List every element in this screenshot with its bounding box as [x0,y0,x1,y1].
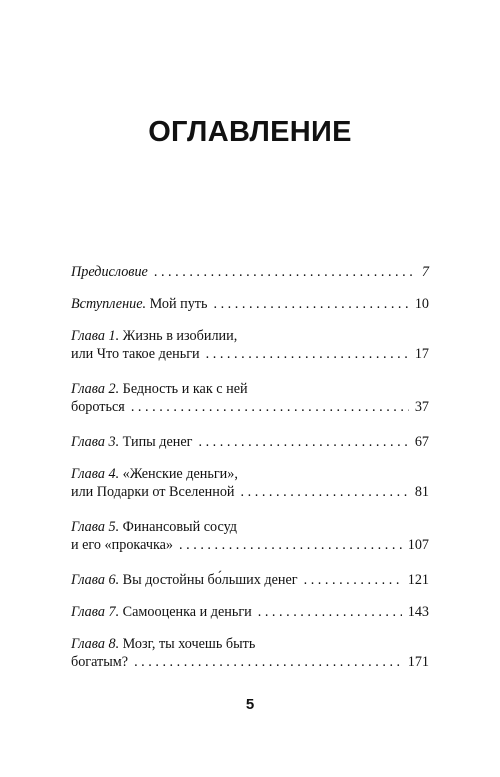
toc-entry-chapter: Глава 5. [71,519,120,535]
toc-entry-line [71,345,429,363]
toc-entry-chapter-6[interactable] [71,571,429,589]
toc-entry-line [71,536,429,554]
toc-list [71,263,429,688]
toc-entry-line [71,603,429,621]
toc-entry-title: Мозг, ты хочешь быть [119,636,256,652]
toc-entry-line [71,518,429,536]
toc-entry-title-cont: или Что такое деньги [71,346,200,362]
toc-entry-chapter-1[interactable] [71,327,429,363]
toc-entry-title: Финансовый сосуд [119,519,237,535]
dot-leader [134,653,402,671]
toc-entry-line [71,398,429,416]
dot-leader [241,483,409,501]
toc-entry-chapter-3[interactable] [71,433,429,451]
dot-leader [258,603,402,621]
toc-entry-line [71,571,429,589]
toc-entry-line [71,483,429,501]
toc-entry-page: 10 [414,296,429,312]
toc-entry-chapter: Глава 1. [71,328,120,344]
dot-leader [154,263,416,281]
toc-entry-line [71,380,429,398]
toc-entry-introduction[interactable] [71,295,429,313]
toc-entry-title: Жизнь в изобилии, [119,328,238,344]
toc-entry-line [71,635,429,653]
toc-entry-title-cont: богатым? [71,654,129,670]
dot-leader [198,433,408,451]
toc-entry-title: Самооценка и деньги [119,604,252,620]
toc-entry-page: 7 [421,264,429,280]
dot-leader [304,571,402,589]
toc-entry-title: Бедность и как с ней [119,381,248,397]
toc-entry-title: Типы денег [119,434,193,450]
toc-entry-chapter: Вступление. [71,296,147,312]
toc-heading: ОГЛАВЛЕНИЕ [148,116,352,148]
toc-entry-title-cont: бороться [71,399,125,415]
toc-entry-line [71,433,429,451]
toc-entry-chapter-4[interactable] [71,465,429,501]
toc-entry-page: 81 [414,484,429,500]
toc-entry-title-cont: или Подарки от Вселенной [71,484,235,500]
toc-entry-chapter: Глава 4. [71,466,120,482]
toc-entry-line [71,295,429,313]
toc-entry-chapter-5[interactable] [71,518,429,554]
toc-entry-page: 143 [407,604,429,620]
toc-entry-title: Вы достойны бо́льших денег [119,572,298,588]
toc-entry-line [71,465,429,483]
toc-entry-page: 17 [414,346,429,362]
toc-entry-preface[interactable] [71,263,429,281]
toc-entry-line [71,653,429,671]
dot-leader [179,536,402,554]
toc-entry-title: «Женские деньги», [119,466,238,482]
toc-entry-line [71,263,429,281]
page-number: 5 [245,696,255,713]
dot-leader [213,295,408,313]
toc-entry-chapter: Глава 3. [71,434,120,450]
toc-entry-chapter-8[interactable] [71,635,429,671]
toc-entry-line [71,327,429,345]
toc-entry-chapter-7[interactable] [71,603,429,621]
toc-entry-page: 107 [407,537,429,553]
toc-entry-chapter: Глава 8. [71,636,120,652]
toc-entry-chapter: Предисловие [71,264,148,280]
toc-entry-chapter: Глава 6. [71,572,120,588]
toc-entry-chapter: Глава 7. [71,604,120,620]
toc-entry-page: 37 [414,399,429,415]
toc-entry-title: Мой путь [146,296,208,312]
dot-leader [131,398,409,416]
toc-entry-title-cont: и его «прокачка» [71,537,174,553]
toc-entry-page: 171 [407,654,429,670]
dot-leader [206,345,409,363]
toc-entry-chapter-2[interactable] [71,380,429,416]
toc-entry-page: 67 [414,434,429,450]
toc-entry-page: 121 [407,572,429,588]
toc-entry-chapter: Глава 2. [71,381,120,397]
